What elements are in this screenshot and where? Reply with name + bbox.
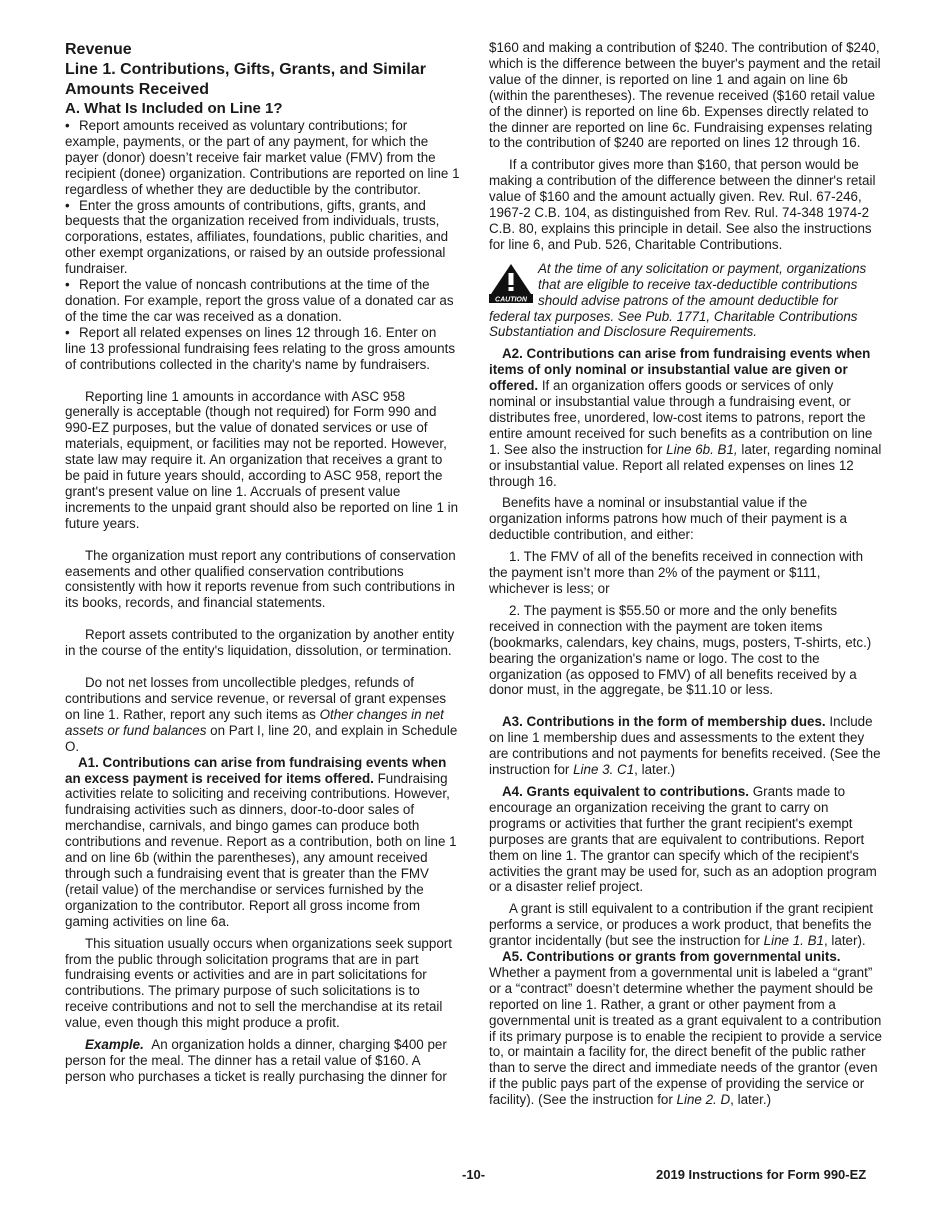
section-a4: A4. Grants equivalent to contributions. Grants made to encourage an organization receiving the grant to carry on programs or activities that further the grant recipient's exempt purposes are grants that are equivalent to contributions. Report them on line 1. The grantor can specify which of the recipient's activities the grant may be used for, such as an adoption program or a disaster relief project. [489,783,877,895]
paragraph-assets: Report assets contributed to the organization by another entity in the course of the entity's liquidation, dissolution, or termination. [65,627,455,659]
section-a3: A3. Contributions in the form of membership dues. Include on line 1 membership dues and assessments to the extent they are contributions and not payments for benefits received. (See the instruction for Line 3. C1, later.) [489,714,881,778]
heading-line1: Line 1. Contributions, Gifts, Grants, and Similar Amounts Received [65,61,426,98]
paragraph-dinner-continued: $160 and making a contribution of $240. The contribution of $240, which is the difference between the buyer's payment and the retail value of the dinner, is reported on line 1 and again on line 6b (within the parentheses). The revenue received ($160 retail value of the dinner) is reported on line 6b. Expenses directly related to the dinner are reported on line 6c. Fundraising expenses relating to the contribution of $240 are reported on lines 12 through 16. [489,40,881,151]
paragraph-example: Example. An organization holds a dinner, charging $400 per person for the meal. The dinner has a retail value of $160. A person who purchases a ticket is really purchasing the dinner for [65,1037,447,1084]
a1-heading: A1. Contributions can arise from fundraising events when an excess payment is received for items offered. [65,754,447,786]
a5-heading: A5. Contributions or grants from governmental units. [502,949,841,965]
paragraph-situation: This situation usually occurs when organizations seek support from the public through solicitation programs that are in part fundraising events or activities and are in part solicitations for contributions. The primary purpose of such solicitations is to receive contributions and not to sell the merchandise at its retail value, even though this might produce a profit. [65,935,452,1031]
heading-what-is-included: A. What Is Included on Line 1? [65,100,283,117]
paragraph-benefits: Benefits have a nominal or insubstantial value if the organization informs patrons how much of their payment is a deductible contribution, and either: [489,495,848,543]
bullet-item: • Enter the gross amounts of contributions, gifts, grants, and bequests that the organization received from individuals, trusts, corporations, estates, affiliates, foundations, public charities, and other exempt organizations, or raised by an outside professional fundraiser. [65,197,449,277]
heading-revenue: Revenue [65,41,132,58]
caution-label: CAUTION [495,296,527,303]
bullet-icon: • [65,118,70,133]
section-a2: A2. Contributions can arise from fundraising events when items of only nominal or insubstantial value are given or offered. If an organization offers goods or services of only nominal or insubstantial value through a fundraising event, or distributes free, unordered, low-cost items to patrons, report the entire amount received for such benefits as a contribution on line 1. See also the instruction for Line 6b. B1, later, regarding nominal or insubstantial value. Report all related expenses on lines 12 through 16. [489,346,882,489]
a2-heading: A2. Contributions can arise from fundraising events when items of only nominal or insubstantial value are given or offered. [489,346,871,394]
list-item-1: 1. The FMV of all of the benefits received in connection with the payment isn’t more than 2% of the payment or $111, whichever is less; or [489,549,864,596]
list-item-2: 2. The payment is $55.50 or more and the only benefits received in connection with the payment are token items (bookmarks, calendars, key chains, mugs, posters, T-shirts, etc.) bearing the organization's name or logo. The cost to the organization (as opposed to FMV) of all benefits received by a donor must, in the aggregate, be $11.10 or less. [489,602,872,698]
bullet-icon: • [65,324,70,340]
footer-title: 2019 Instructions for Form 990-EZ [656,1167,867,1182]
paragraph-asc958: Reporting line 1 amounts in accordance with ASC 958 generally is acceptable (though not required) for Form 990 and 990-EZ purposes, but the value of donated services or use of materials, equipment, or facilities may not be reported. However, state law may require it. An organization that receives a grant to be paid in future years should, according to ASC 958, report the grant's present value on line 1. Accruals of present value increments to the unpaid grant should also be reported on line 1 in future years. [65,388,459,531]
bullet-icon: • [65,277,70,293]
paragraph-grant-equivalent: A grant is still equivalent to a contribution if the grant recipient performs a service, or produces a work product, that benefits the grantor incidentally (but see the instruction for Line 1. B1, later). [489,901,873,949]
caution-note [489,261,882,341]
a4-heading: A4. Grants equivalent to contributions. [502,783,750,799]
left-column [65,40,460,1085]
paragraph-do-not-net: Do not net losses from uncollectible pledges, refunds of contributions and service revenue, or reversal of grant expenses on line 1. Rather, report any such items as Other changes in net assets or fund balances on Part I, line 20, and explain in Schedule O. [65,675,458,754]
section-a5: A5. Contributions or grants from governmental units. Whether a payment from a governmental unit is labeled a “grant” or a “contract” doesn’t determine whether the payment should be reported on line 1. Rather, a grant or other payment from a governmental unit is treated as a grant equivalent to a contribution if its primary purpose is to enable the recipient to provide a service to, or maintain a facility for, the direct benefit of the public rather than to serve the direct and immediate needs of the grantor (even if the public pays part of the expense of providing the service or facility). (See the instruction for Line 2. D, later.) [489,949,882,1108]
bullet-icon: • [65,197,70,213]
example-label: Example. [85,1037,144,1053]
paragraph-contributor-more: If a contributor gives more than $160, that person would be making a contribution of the difference between the dinner's retail value of $160 and the amount actually given. Rev. Rul. 67-246, 1967-2 C.B. 104, as distinguished from Rev. Rul. 74-348 1974-2 C.B. 80, explains this principle in detail. See also the instructions for line 6, and Pub. 526, Charitable Contributions. [489,157,876,252]
a3-heading: A3. Contributions in the form of membership dues. [502,714,826,730]
bullet-item: • Report the value of noncash contributions at the time of the donation. For example, report the gross value of a donated car as of the time the car was received as a donation. [65,277,454,324]
bullet-item: • Report all related expenses on lines 12 through 16. Enter on line 13 professional fundraising fees relating to the gross amounts of contributions collected in the charity's name by fundraisers. [65,324,456,372]
page-number: -10- [462,1167,486,1182]
caution-text: At the time of any solicitation or payment, organizations that are eligible to receive tax-deductible contributions should advise patrons of the amount deductible for federal tax purposes. See Pub. 1771, Charitable Contributions Substantiation and Disclosure Requirements. [489,260,867,340]
right-column [489,40,882,1108]
paragraph-easements: The organization must report any contributions of conservation easements and other qualified conservation contributions consistently with how it reports revenue from such contributions in its books, records, and financial statements. [65,547,456,611]
caution-icon [489,263,533,303]
bullet-item: • Report amounts received as voluntary contributions; for example, payments, or the part of any payment, for which the payer (donor) doesn’t receive fair market value (FMV) from the recipient (donee) organization. Contributions are reported on line 1 regardless of whether they are deductible by the contributor. [65,118,460,197]
section-a1: A1. Contributions can arise from fundraising events when an excess payment is received for items offered. Fundraising activities relate to soliciting and receiving contributions. However, fundraising activities such as dinners, door-to-door sales of merchandise, carnivals, and bingo games can produce both contributions and revenue. Report as a contribution, both on line 1 and on line 6b (within the parentheses), any amount received through such a fundraising event that is greater than the FMV (retail value) of the merchandise or services furnished by the organization to the contributor. Report all gross income from gaming activities on line 6a. [65,754,457,929]
